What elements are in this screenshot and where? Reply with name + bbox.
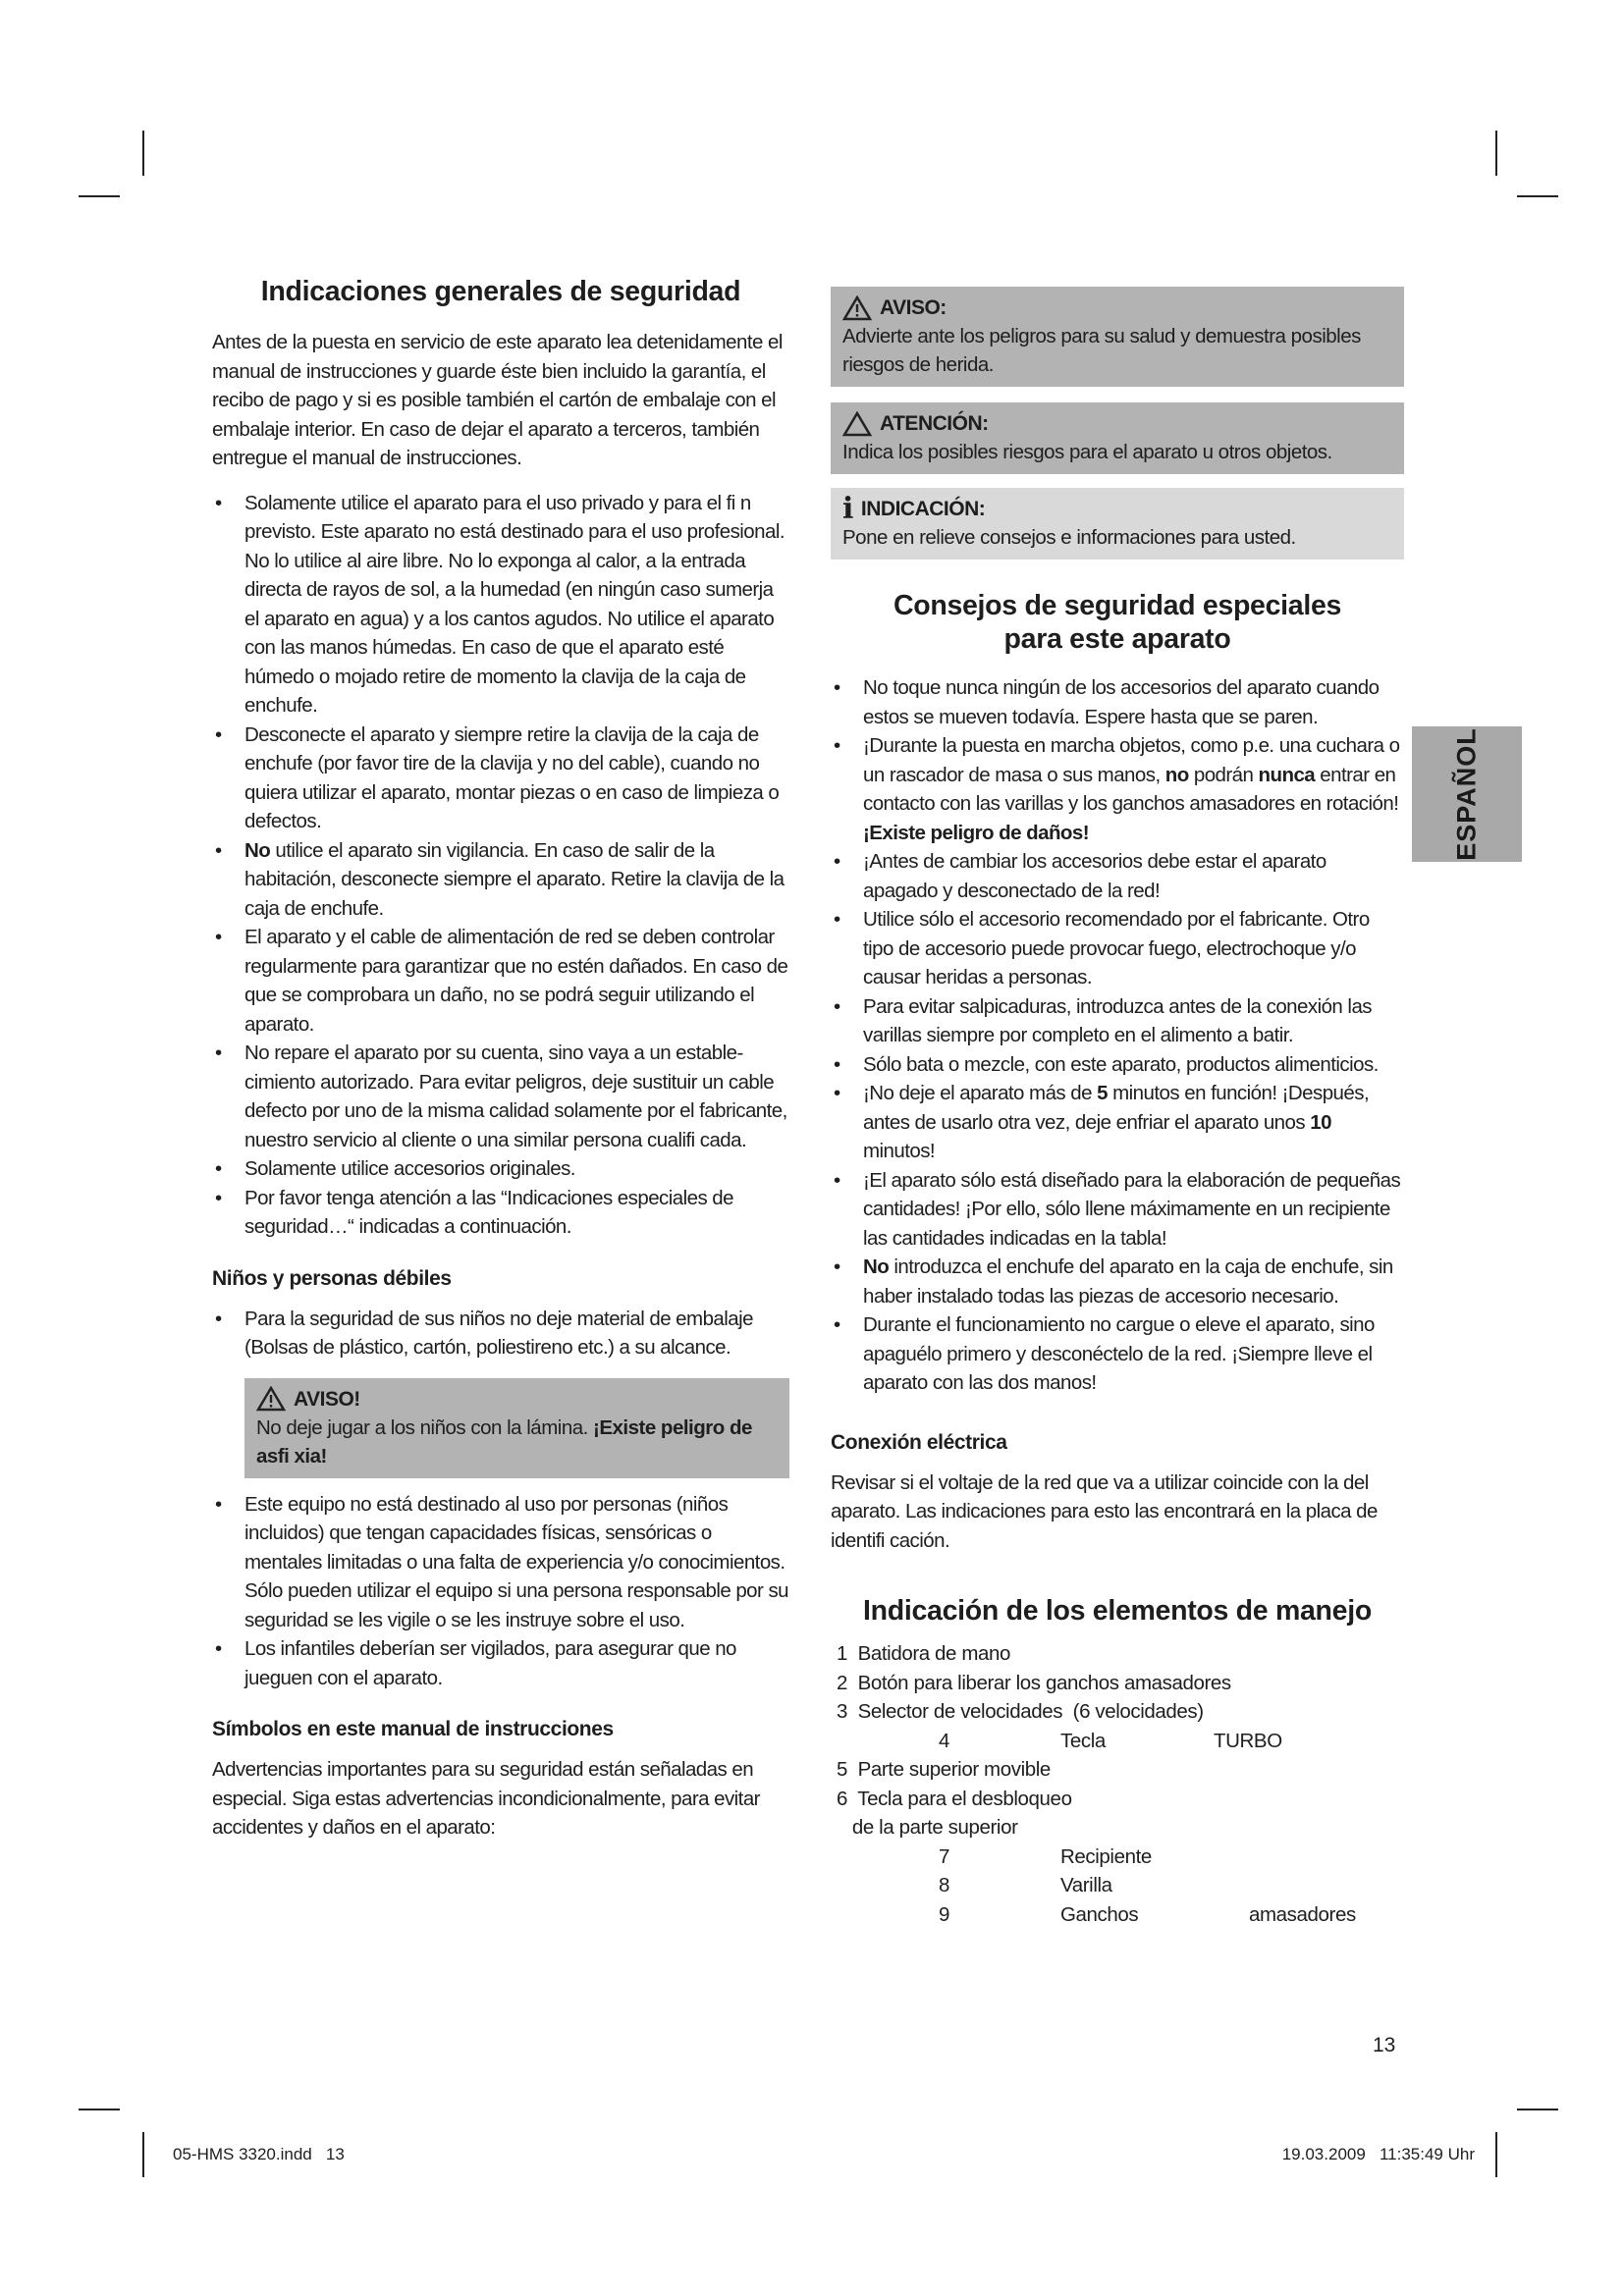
list-item: • ¡Durante la puesta en marcha objetos, como p.e. una cuchara o un rascador de masa o sus manos, no podrán nunca entrar en contacto con las varillas y los ganchos amasadores en rotación! ¡Existe peligro de daños! [831,731,1404,847]
indicacion-text: Pone en relieve consejos e informaciones para usted. [842,526,1296,549]
controls-item: 5 Parte superior movible [837,1758,1051,1781]
footer-timestamp: 19.03.2009 11:35:49 Uhr [1281,2145,1475,2163]
left-column [212,275,789,1842]
symbols-heading: Símbolos en este manual de instrucciones [212,1718,614,1740]
indicacion-head [842,491,1392,526]
controls-item: 1 Batidora de mano [837,1642,1011,1665]
emphasis: No [863,1255,890,1278]
special-title-line-2: para este aparato [1003,623,1231,655]
page-number: 13 [1373,2034,1396,2056]
controls-num: 7 [939,1844,950,1868]
list-item: • Utilice sólo el accesorio recomendado por el fabricante. Otro tipo de accesorio puede provocar fuego, electrochoque y/o causar heridas a personas. [831,905,1404,992]
aviso-head [256,1385,778,1414]
controls-item: 6 Tecla para el desbloqueo [837,1787,1072,1810]
list-item: • Solamente utilice accesorios originales. [212,1154,789,1184]
list-item: • No introduzca el enchufe del aparato en la caja de enchufe, sin haber instalado todas las piezas de accesorio necesario. [831,1253,1404,1310]
controls-item-7 [837,1842,1404,1872]
emphasis: no [1164,763,1189,786]
controls-item: 2 Botón para liberar los ganchos amasadores [837,1671,1231,1694]
persons-list [212,1490,789,1693]
atencion-head [842,409,1392,438]
controls-a: Varilla [1060,1874,1112,1896]
indicacion-label: INDICACIÓN: [860,498,986,520]
list-item: • Para evitar salpicaduras, introduzca antes de la conexión las varillas siempre por completo en el alimento a batir. [831,992,1404,1050]
controls-list [831,1639,1404,1929]
connection-heading: Conexión eléctrica [831,1430,1007,1454]
crop-mark [1517,195,1558,197]
warning-triangle-icon [256,1386,286,1412]
list-item: • Por favor tenga atención a las “Indicaciones especiales de seguridad…“ indicadas a continuación. [212,1184,789,1242]
crop-mark [142,2132,144,2177]
aviso-text-bold: ¡Existe peligro de asfi xia! [256,1415,752,1468]
list-item: • ¡El aparato sólo está diseñado para la elaboración de pequeñas cantidades! ¡Por ello, sólo llene máximamente en un recipiente las cantidades indicadas en la tabla! [831,1166,1404,1254]
controls-title: Indicación de los elementos de manejo [863,1595,1372,1627]
aviso-text: Advierte ante los peligros para su salud y demuestra posibles riesgos de herida. [842,325,1361,376]
list-item: • El aparato y el cable de alimentación de red se deben controlar regularmente para garantizar que no estén dañados. En caso de que se comprobara un daño, no se podrá seguir utilizando el aparato. [212,923,789,1039]
language-tab-label: ESPAÑOL [1451,727,1482,861]
controls-item: de la parte superior [837,1816,1018,1839]
list-item: • Los infantiles deberían ser vigilados, para asegurar que no jueguen con el aparato. [212,1634,789,1692]
crop-mark [79,2109,120,2110]
aviso-head [842,294,1392,322]
intro-paragraph: Antes de la puesta en servicio de este aparato lea detenidamente el manual de instrucciones y guarde éste bien incluido la garantía, el recibo de pago y si es posible también el cartón de embalaje con el embalaje interior. En caso de dejar el aparato a terceros, también entregue el manual de instrucciones. [212,331,783,469]
caution-triangle-icon [842,411,872,437]
special-safety-list [831,673,1404,1398]
list-item: • Sólo bata o mezcle, con este aparato, productos alimenticios. [831,1050,1404,1080]
general-safety-list [212,489,789,1242]
crop-mark [1495,131,1497,176]
crop-mark [142,131,144,176]
controls-b: amasadores [1249,1902,1356,1926]
aviso-box [831,287,1404,387]
crop-mark [1517,2109,1558,2110]
controls-a: Recipiente [1060,1844,1152,1868]
list-item: • Para la seguridad de sus niños no deje material de embalaje (Bolsas de plástico, cartón, poliestireno etc.) a su alcance. [212,1305,789,1362]
list-item-text: utilice el aparato sin vigilancia. En caso de salir de la habitación, desconecte siempre el aparato. Retire la clavija de la caja de enchufe. [244,838,785,920]
info-icon: i [842,491,853,526]
footer-file-info: 05-HMS 3320.indd 13 [173,2145,345,2163]
language-tab [1412,726,1522,862]
emphasis: ¡Existe peligro de daños! [863,821,1090,844]
controls-b: TURBO [1214,1729,1282,1752]
controls-a: Ganchos [1060,1902,1139,1926]
general-safety-title: Indicaciones generales de seguridad [260,276,741,307]
list-item: • No repare el aparato por su cuenta, sino vaya a un establecimiento autorizado. Para evitar peligros, deje sustituir un cable defecto por uno de la misma calidad solamente por el fabricante, nuestro servicio al cliente o una similar persona cualifi cada. [212,1039,789,1154]
aviso-text-plain: No deje jugar a los niños con la lámina. [256,1415,594,1439]
controls-num: 8 [939,1874,950,1896]
emphasis: 5 [1097,1082,1108,1104]
list-item: • Durante el funcionamiento no cargue o eleve el aparato, sino apaguélo primero y desconéctelo de la red. ¡Siempre lleve el aparato con las dos manos! [831,1310,1404,1398]
bold-no: No [244,838,271,862]
children-heading: Niños y personas débiles [212,1266,452,1290]
atencion-text: Indica los posibles riesgos para el aparato u otros objetos. [842,441,1332,463]
controls-num: 4 [939,1729,950,1752]
list-item: • Desconecte el aparato y siempre retire la clavija de la caja de enchufe (por favor tire de la clavija y no del cable), cuando no quiera utilizar el aparato, montar piezas o en caso de limpieza o defectos. [212,721,789,836]
aviso-text [256,1414,778,1470]
list-item: • ¡Antes de cambiar los accesorios debe estar el aparato apagado y desconectado de la red! [831,847,1404,905]
right-column [831,287,1404,1929]
aviso-asfixia-box [244,1378,789,1478]
atencion-box [831,402,1404,474]
crop-mark [1495,2132,1497,2177]
symbols-paragraph: Advertencias importantes para su seguridad están señaladas en especial. Siga estas advertencias incondicionalmente, para evitar accidentes y daños en el aparato: [212,1758,760,1839]
crop-mark [79,195,120,197]
list-item: • ¡No deje el aparato más de 5 minutos en función! ¡Después, antes de usarlo otra vez, deje enfriar el aparato unos 10 minutos! [831,1079,1404,1166]
emphasis: 10 [1310,1110,1331,1134]
controls-a: Tecla [1060,1729,1106,1752]
controls-item-9 [837,1900,1404,1930]
indicacion-box [831,488,1404,560]
list-item: • No toque nunca ningún de los accesorios del aparato cuando estos se mueven todavía. Espere hasta que se paren. [831,673,1404,731]
controls-item-4 [837,1727,1404,1756]
special-safety-title [831,589,1404,656]
aviso-label: AVISO! [294,1387,360,1411]
list-item [212,836,789,924]
children-list [212,1305,789,1362]
list-item: • Solamente utilice el aparato para el uso privado y para el fi n previsto. Este aparato no está destinado para el uso profesional. No lo utilice al aire libre. No lo exponga al calor, a la entrada directa de rayos de sol, a la humedad (en ningún caso sumerja el aparato en agua) y a los cantos agudos. No utilice el aparato con las manos húmedas. En caso de que el aparato esté húmedo o mojado retire de momento la clavija de la caja de enchufe. [212,489,789,721]
warning-triangle-icon [842,295,872,321]
special-title-line-1: Consejos de seguridad especiales [893,590,1342,621]
list-item: • Este equipo no está destinado al uso por personas (niños incluidos) que tengan capacidades físicas, sensóricas o mentales limitadas o una falta de experiencia y/o conocimientos. Sólo pueden utilizar el equipo si una persona responsable por su seguridad se les vigile o se les instruye sobre el uso. [212,1490,789,1635]
controls-num: 9 [939,1902,950,1926]
emphasis: nunca [1258,763,1316,786]
controls-item: 3 Selector de velocidades (6 velocidades) [837,1700,1204,1723]
connection-paragraph: Revisar si el voltaje de la red que va a utilizar coincide con la del aparato. Las indicaciones para esto las encontrará en la placa de identifi cación. [831,1470,1378,1552]
aviso-label: AVISO: [880,296,947,319]
controls-item-8 [837,1871,1404,1900]
atencion-label: ATENCIÓN: [880,412,989,435]
